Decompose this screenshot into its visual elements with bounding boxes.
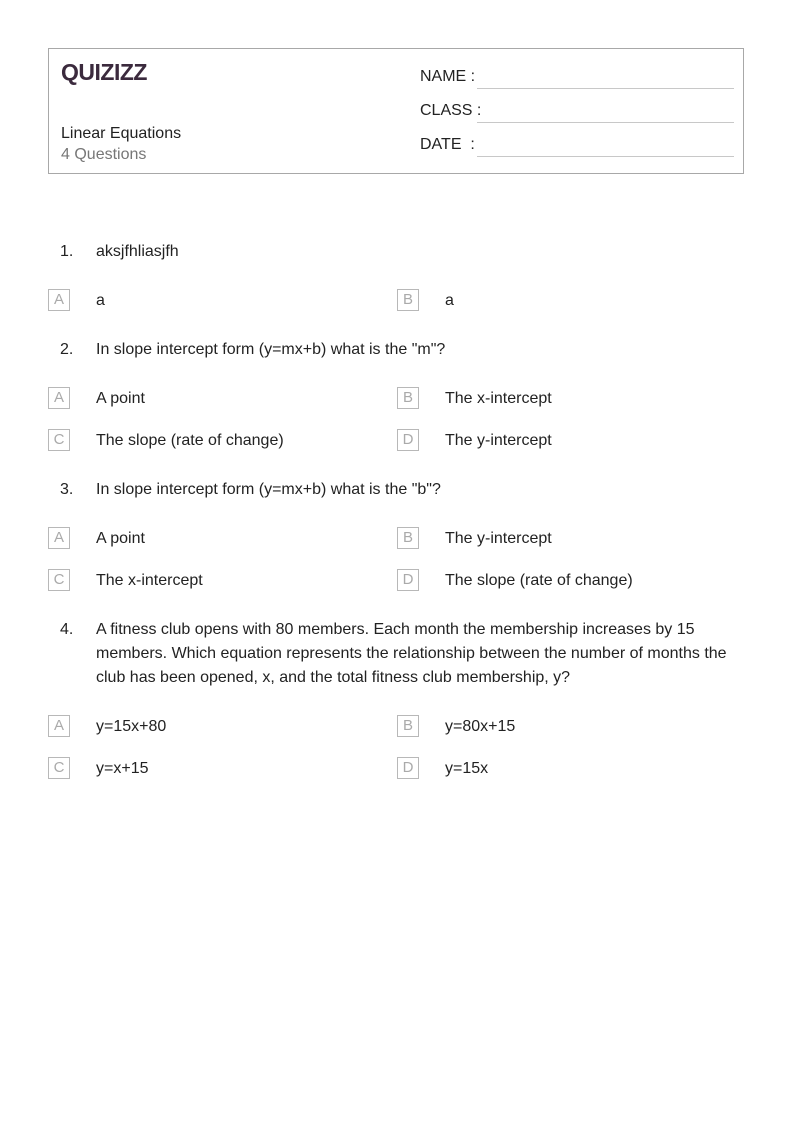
option-text: a xyxy=(96,292,105,309)
option-letter-box: A xyxy=(48,715,70,737)
question-text: In slope intercept form (y=mx+b) what is the "m"? xyxy=(96,341,446,358)
class-field[interactable] xyxy=(420,102,734,124)
quizizz-logo xyxy=(61,59,153,87)
date-label: DATE : xyxy=(420,136,475,153)
name-label: NAME : xyxy=(420,68,476,85)
option-letter-box: A xyxy=(48,289,70,311)
question-count: 4 Questions xyxy=(61,146,147,163)
option-letter-box: C xyxy=(48,757,70,779)
option-letter-box: B xyxy=(397,387,419,409)
option-text: y=15x+80 xyxy=(96,718,167,735)
option-text: The y-intercept xyxy=(445,432,552,449)
option-letter-box: B xyxy=(397,715,419,737)
question-number: 4. xyxy=(60,621,74,638)
option-text: y=15x xyxy=(445,760,489,777)
option-text: A point xyxy=(96,390,145,407)
option-text: The y-intercept xyxy=(445,530,552,547)
quizizz-logo-mark xyxy=(61,59,153,87)
question-text: aksjfhliasjfh xyxy=(96,243,179,260)
name-line[interactable] xyxy=(477,88,734,89)
option-letter-box: A xyxy=(48,527,70,549)
option-letter-box: C xyxy=(48,569,70,591)
option-letter-box: B xyxy=(397,289,419,311)
option-letter-box: A xyxy=(48,387,70,409)
option-letter-box: D xyxy=(397,429,419,451)
option-text: a xyxy=(445,292,454,309)
option-letter-box: C xyxy=(48,429,70,451)
question-number: 3. xyxy=(60,481,74,498)
option-text: y=x+15 xyxy=(96,760,149,777)
question-text: In slope intercept form (y=mx+b) what is the "b"? xyxy=(96,481,441,498)
question-number: 1. xyxy=(60,243,74,260)
option-text: The x-intercept xyxy=(96,572,203,589)
option-text: The slope (rate of change) xyxy=(96,432,284,449)
name-field[interactable] xyxy=(420,68,734,90)
option-letter-box: D xyxy=(397,569,419,591)
question-number: 2. xyxy=(60,341,74,358)
date-line[interactable] xyxy=(477,156,734,157)
date-field[interactable] xyxy=(420,136,734,158)
class-label: CLASS : xyxy=(420,102,482,119)
option-letter-box: B xyxy=(397,527,419,549)
class-line[interactable] xyxy=(477,122,734,123)
worksheet-title: Linear Equations xyxy=(61,125,182,142)
worksheet-header xyxy=(48,48,744,174)
quizizz-logo-text: QUIZIZZ xyxy=(61,59,147,85)
option-text: The x-intercept xyxy=(445,390,552,407)
question-text: A fitness club opens with 80 members. Each month the membership increases by 15 members. Which equation represents the relationship between the number of months the club has been opened, x, and the total fitness club membership, y? xyxy=(96,621,727,686)
option-letter-box: D xyxy=(397,757,419,779)
option-text: A point xyxy=(96,530,145,547)
option-text: The slope (rate of change) xyxy=(445,572,633,589)
option-text: y=80x+15 xyxy=(445,718,516,735)
